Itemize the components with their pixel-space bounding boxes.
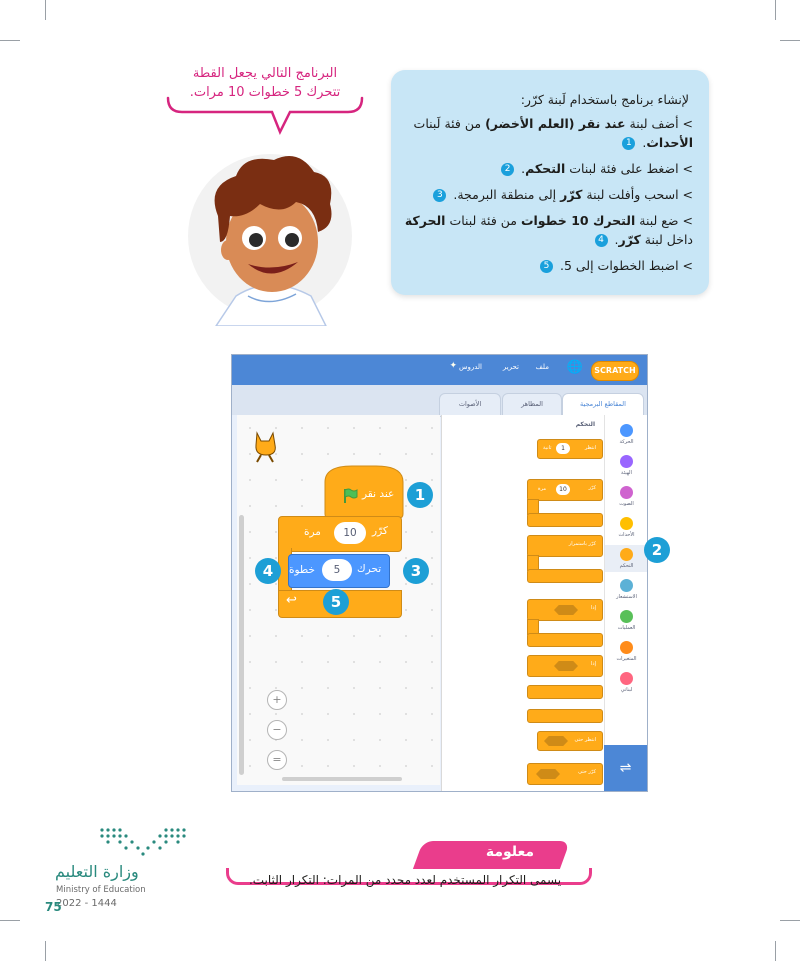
menu-file[interactable]: ملف (535, 363, 549, 371)
if-block-end (527, 633, 603, 647)
category-item[interactable] (605, 483, 648, 510)
category-item[interactable] (605, 576, 648, 603)
move-unit-label: خطوة (289, 564, 316, 576)
step-text: . (614, 232, 619, 247)
category-color-dot (620, 486, 633, 499)
category-label: المتغيرات (616, 656, 637, 662)
tab-label: الأصوات (458, 400, 482, 408)
palette-heading: التحكم (575, 421, 595, 428)
block-label: انتظر (584, 445, 596, 451)
note-text: يسمى التكرار المستخدم لعدد محدد من المرات: التكرار الثابت. (248, 873, 562, 887)
category-label: الصوت (619, 501, 634, 507)
block-unit: مرة (538, 486, 547, 492)
globe-icon[interactable]: 🌐 (566, 360, 583, 375)
step-text: > ضع لبنة (635, 213, 693, 228)
scratch-logo[interactable]: SCRATCH (591, 361, 639, 381)
step-text: > اسحب وأفلت لبنة (582, 187, 693, 202)
ministry-logo-icon (96, 826, 190, 856)
tab-label: المقاطع البرمجية (580, 400, 626, 408)
category-label: الأحداث (618, 532, 635, 538)
if-else-block-end (527, 709, 603, 723)
block-value[interactable]: 1 (556, 443, 570, 454)
step-bold: التحكم (525, 161, 566, 176)
block-label: كرّر (588, 485, 596, 491)
if-else-block[interactable] (527, 655, 603, 677)
step-text: من فئة لَبنات (413, 116, 486, 131)
step-number-badge: 3 (433, 189, 446, 202)
menu-bar (232, 355, 647, 385)
callout-2: 2 (644, 537, 670, 563)
crop-mark (780, 40, 800, 41)
block-label: كرّر باستمرار (568, 541, 596, 547)
category-item[interactable] (605, 514, 648, 541)
category-color-dot (620, 517, 633, 530)
step-text: . (642, 135, 647, 150)
category-label: التحكم (619, 563, 634, 569)
step-bold: كرّر (618, 232, 641, 247)
crop-mark (0, 40, 20, 41)
list-item (403, 211, 693, 249)
callout-5: 5 (323, 589, 349, 615)
crop-mark (0, 920, 20, 921)
list-item (403, 114, 693, 152)
wait-until-block[interactable] (537, 731, 603, 751)
step-bold: الحركة (404, 213, 446, 228)
category-item[interactable] (605, 669, 648, 696)
category-menu (604, 415, 648, 791)
repeat-block[interactable] (527, 479, 603, 501)
workspace-hscrollbar[interactable] (282, 777, 402, 781)
step-text: داخل لبنة (640, 232, 693, 247)
bubble-line: تتحرك 5 خطوات 10 مرات. (189, 85, 341, 100)
step-number-badge: 2 (501, 163, 514, 176)
step-text: > اضبط الخطوات إلى 5. (559, 258, 693, 273)
condition-slot[interactable] (544, 736, 568, 746)
instructions-list (403, 114, 693, 282)
note-title: معلومة (485, 844, 535, 860)
menu-tutorials[interactable]: الدروس (458, 363, 482, 371)
step-number-badge: 5 (540, 260, 553, 273)
tab-code[interactable] (562, 393, 644, 417)
category-label: الاستشعار (616, 594, 637, 600)
condition-slot[interactable] (554, 605, 578, 615)
category-item[interactable] (605, 607, 648, 634)
callout-4: 4 (255, 558, 281, 584)
loop-arrow-icon: ↩ (286, 593, 297, 608)
repeat-block-end (527, 513, 603, 527)
menu-edit[interactable]: تحرير (502, 363, 519, 371)
lightbulb-icon: ✦ (449, 361, 457, 371)
block-palette (441, 415, 605, 791)
callout-3: 3 (403, 558, 429, 584)
crop-mark (45, 941, 46, 961)
tab-label: المظاهر (521, 400, 543, 408)
step-text: إلى منطقة البرمجة. (453, 187, 561, 202)
step-number-badge: 1 (622, 137, 635, 150)
category-item[interactable] (605, 421, 648, 448)
step-number-badge: 4 (595, 234, 608, 247)
category-item[interactable] (605, 638, 648, 665)
crop-mark (775, 0, 776, 20)
callout-1: 1 (407, 482, 433, 508)
move-label: تحرك (357, 563, 382, 575)
repeat-label: كرّر (372, 525, 388, 537)
category-item[interactable] (605, 545, 648, 572)
block-label: انتظر حتى (574, 737, 596, 743)
move-steps-input[interactable]: 5 (322, 559, 352, 581)
cat-sprite-icon (251, 429, 281, 463)
block-label: كرّر حتى (578, 769, 596, 775)
instructions-title: لإنشاء برنامج باستخدام لَبنة كرّر: (520, 92, 689, 107)
repeat-until-block[interactable] (527, 763, 603, 785)
zoom-out-button[interactable]: − (267, 720, 287, 740)
crop-mark (780, 920, 800, 921)
step-text: . (521, 161, 526, 176)
crop-mark (45, 0, 46, 20)
category-label: العمليات (617, 625, 636, 631)
category-color-dot (620, 424, 633, 437)
category-color-dot (620, 672, 633, 685)
step-bold: عند نقر (العلم الأخضر) (485, 116, 626, 131)
step-text: > اضغط على فئة لبنات (565, 161, 693, 176)
step-text: من فئة لبنات (445, 213, 521, 228)
page-number: 75 (45, 900, 62, 914)
if-block[interactable] (527, 599, 603, 621)
when-flag-clicked-label: عند نقر (362, 488, 395, 500)
green-flag-icon (342, 488, 358, 504)
zoom-in-button[interactable]: + (267, 690, 287, 710)
list-item (403, 159, 693, 178)
list-item (403, 185, 693, 204)
ministry-name-ar: وزارة التعليم (55, 862, 139, 881)
instructions-box (391, 70, 709, 295)
repeat-unit-label: مرة (304, 526, 321, 538)
category-color-dot (620, 455, 633, 468)
category-label: الحركة (619, 439, 634, 445)
condition-slot[interactable] (536, 769, 560, 779)
crop-mark (775, 941, 776, 961)
repeat-count-input[interactable]: 10 (334, 522, 366, 544)
category-color-dot (620, 579, 633, 592)
block-label: إذا (590, 661, 596, 667)
category-color-dot (620, 610, 633, 623)
add-extension-button[interactable]: ⇌ (604, 745, 647, 791)
boy-character-illustration (186, 146, 354, 326)
step-bold: التحرك 10 خطوات (520, 213, 636, 228)
ministry-name-en: Ministry of Education (56, 885, 146, 895)
year-label: 2022 - 1444 (56, 898, 117, 909)
if-else-block-mid (527, 685, 603, 699)
editor-tabs (232, 385, 647, 415)
step-text: > أضف لبنة (625, 116, 693, 131)
block-label: إذا (590, 605, 596, 611)
forever-block-end (527, 569, 603, 583)
category-label: لبناتي (620, 687, 633, 693)
category-color-dot (620, 641, 633, 654)
category-color-dot (620, 548, 633, 561)
block-value[interactable]: 10 (556, 484, 570, 495)
forever-block[interactable] (527, 535, 603, 557)
tab-costumes[interactable] (502, 393, 562, 417)
condition-slot[interactable] (554, 661, 578, 671)
category-label: الهيئة (621, 470, 632, 476)
workspace-scrollbar[interactable] (239, 515, 244, 775)
wait-block[interactable] (537, 439, 603, 459)
block-unit: ثانية (543, 445, 552, 451)
bubble-line: البرنامج التالي يجعل القطة (192, 66, 338, 81)
list-item (403, 256, 693, 275)
speech-bubble-text (170, 64, 360, 102)
zoom-reset-button[interactable]: = (267, 750, 287, 770)
step-bold: كرّر (560, 187, 583, 202)
tab-sounds[interactable] (439, 393, 501, 417)
step-bold: الأحداث (646, 135, 693, 150)
category-item[interactable] (605, 452, 648, 479)
